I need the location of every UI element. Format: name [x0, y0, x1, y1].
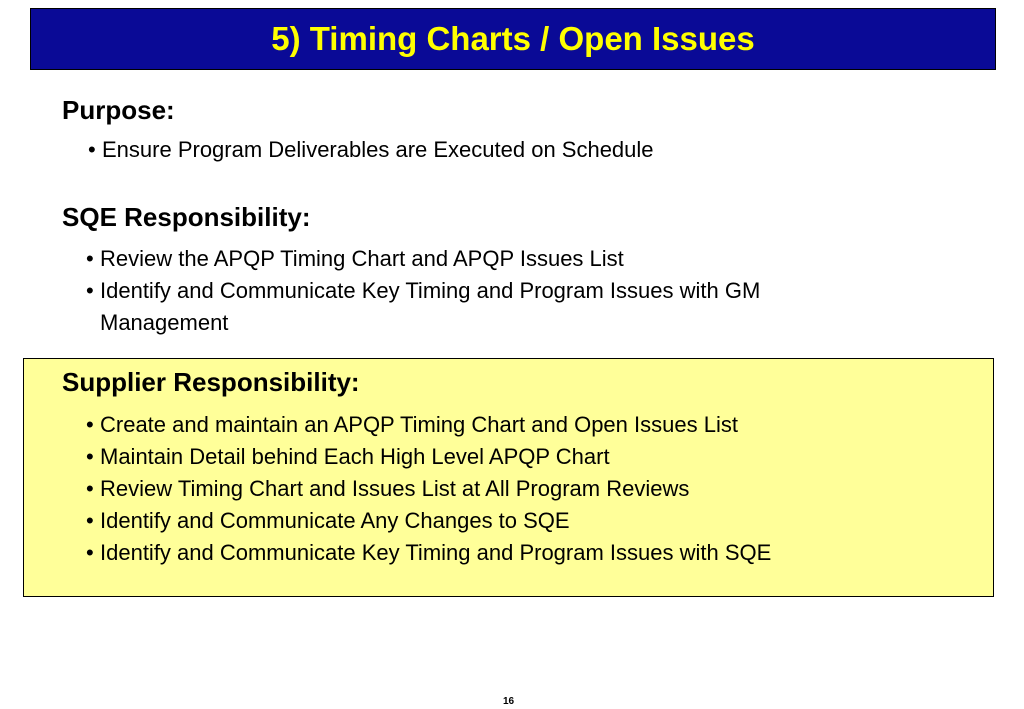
bullet-icon: • — [86, 476, 94, 501]
list-item — [86, 537, 771, 569]
supplier-bullet-list — [86, 409, 771, 569]
bullet-icon: • — [88, 137, 96, 162]
sqe-bullet-list — [86, 243, 760, 339]
list-item — [88, 134, 654, 166]
page-number: 16 — [503, 696, 515, 707]
title-banner — [30, 8, 996, 70]
purpose-heading: Purpose: — [62, 95, 175, 125]
supplier-responsibility-heading: Supplier Responsibility: — [62, 367, 360, 397]
supplier-bullet-text: Identify and Communicate Key Timing and Program Issues with SQE — [100, 540, 772, 565]
list-item — [86, 243, 760, 275]
bullet-icon: • — [86, 412, 94, 437]
supplier-bullet-text: Review Timing Chart and Issues List at All Program Reviews — [100, 476, 690, 501]
bullet-icon: • — [86, 540, 94, 565]
list-item — [86, 409, 771, 441]
list-item — [86, 505, 771, 537]
sqe-bullet-text: Review the APQP Timing Chart and APQP Issues List — [100, 246, 624, 271]
bullet-icon: • — [86, 508, 94, 533]
supplier-bullet-text: Create and maintain an APQP Timing Chart and Open Issues List — [100, 412, 738, 437]
bullet-icon: • — [86, 278, 94, 303]
list-item — [86, 441, 771, 473]
sqe-responsibility-heading: SQE Responsibility: — [62, 202, 311, 232]
slide-title: 5) Timing Charts / Open Issues — [271, 20, 755, 57]
list-item — [86, 275, 760, 307]
bullet-icon: • — [86, 246, 94, 271]
bullet-icon: • — [86, 444, 94, 469]
list-item-continuation — [86, 307, 760, 339]
supplier-bullet-text: Identify and Communicate Any Changes to SQE — [100, 508, 570, 533]
sqe-bullet-continuation-text: Management — [100, 310, 229, 335]
list-item — [86, 473, 771, 505]
purpose-bullet-text: Ensure Program Deliverables are Executed on Schedule — [102, 137, 654, 162]
purpose-bullet-list — [88, 134, 654, 166]
supplier-bullet-text: Maintain Detail behind Each High Level APQP Chart — [100, 444, 610, 469]
sqe-bullet-text: Identify and Communicate Key Timing and Program Issues with GM — [100, 278, 761, 303]
